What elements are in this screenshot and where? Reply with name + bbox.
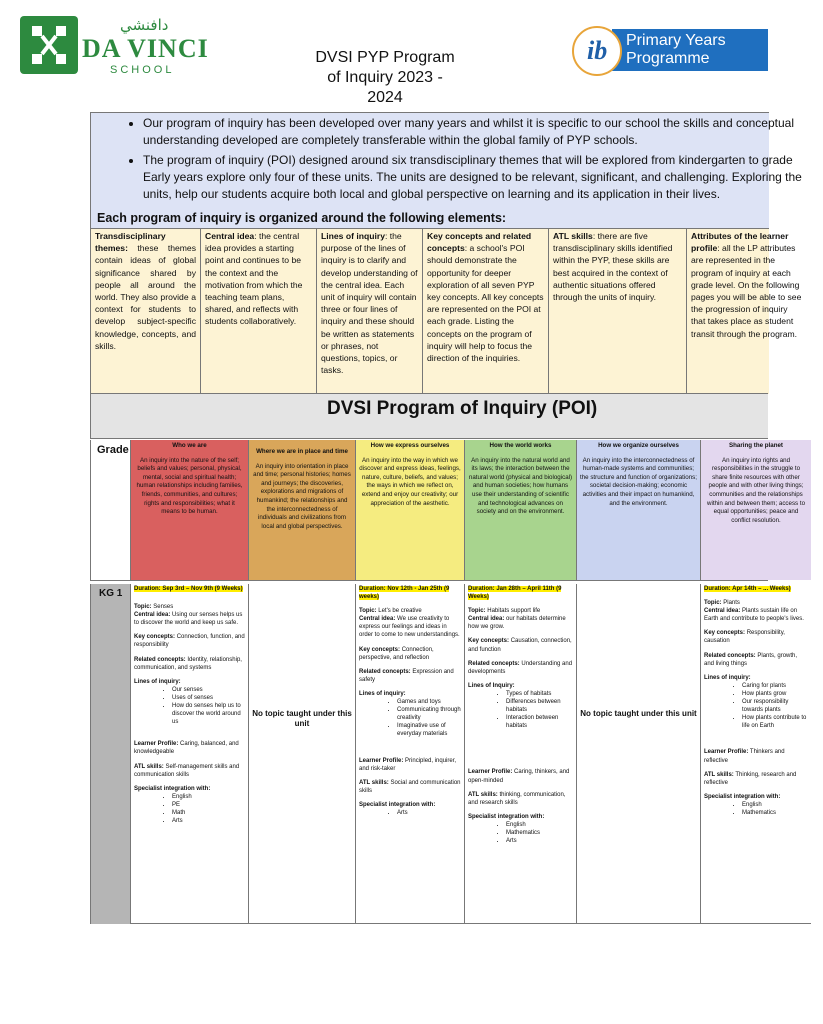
unit-key-concepts: Connection, perspective, and reflection xyxy=(359,646,434,661)
unit-central-idea: We use creativity to express our feelings and ideas in order to come to new understandings. xyxy=(359,616,460,639)
specialist-subject: • PE xyxy=(172,801,245,809)
specialist-subject: • English xyxy=(506,821,573,829)
element-atl-skills xyxy=(549,229,687,394)
specialist-subject: • Arts xyxy=(172,817,245,825)
specialist-subject: • Mathematics xyxy=(506,829,573,837)
theme-how-we-express xyxy=(356,440,465,580)
unit-learner-profile: Principled, inquirer, and risk-taker xyxy=(359,757,457,772)
grade-kg1-label: KG 1 xyxy=(99,588,123,599)
unit-learner-profile: Thinkers and reflective xyxy=(704,749,785,764)
specialist-subject: • English xyxy=(742,801,808,809)
unit-atl-skills: Thinking, research and reflective xyxy=(704,771,797,786)
theme-name: Where we are in place and time xyxy=(256,448,348,455)
theme-description: An inquiry into the way in which we discover and express ideas, feelings, nature, culture, beliefs, and values; the ways in which we reflect on, extend and enjoy our creativity; our appreciation of the aesthetic. xyxy=(359,456,461,507)
unit-topic: Habitats support life xyxy=(487,608,541,615)
line-of-inquiry: • Uses of senses xyxy=(172,694,245,702)
unit-specialist-list xyxy=(359,809,461,817)
unit-topic: Plants xyxy=(723,600,740,607)
unit-lines-of-inquiry xyxy=(134,686,245,726)
unit-specialist-list xyxy=(468,821,573,845)
unit-related-concepts: Understanding and developments xyxy=(468,660,573,675)
unit-lines-of-inquiry xyxy=(468,690,573,730)
element-text: : the purpose of the lines of inquiry is to clarify and develop understanding of the central idea. Each unit of inquiry will contain three or four lines of inquiry and these should be written as statements or phrases, not questions, topics, or tasks. xyxy=(321,231,418,376)
unit-related-concepts: Expression and safety xyxy=(359,668,454,683)
element-label: Central idea xyxy=(205,231,255,241)
line-of-inquiry: • Caring for plants xyxy=(742,682,808,690)
line-of-inquiry: • Communicating through creativity xyxy=(397,706,461,722)
theme-name: Sharing the planet xyxy=(729,442,783,449)
theme-name: How we express ourselves xyxy=(370,442,450,449)
ib-line-1: Primary Years xyxy=(626,32,726,49)
line-of-inquiry: • Our senses xyxy=(172,686,245,694)
line-of-inquiry: • Differences between habitats xyxy=(506,698,573,714)
theme-name: How we organize ourselves xyxy=(598,442,679,449)
element-key-concepts xyxy=(423,229,549,394)
element-text: these themes contain ideas of global significance shared by people all around the world. They also provide a context for students to develop subject-specific knowledge, concepts, and skills. xyxy=(95,243,196,351)
theme-description: An inquiry into orientation in place and time; personal histories; homes and journeys; the discoveries, explorations and migrations of humankind; the relationships and the interconnectedness of individuals and civilizations from local and global perspectives. xyxy=(253,462,351,530)
specialist-subject: • Arts xyxy=(506,837,573,845)
element-transdisciplinary-themes xyxy=(91,229,201,394)
unit-topic: Senses xyxy=(153,604,174,611)
theme-name: How the world works xyxy=(489,442,552,449)
title-line-1: DVSI PYP Program xyxy=(315,49,455,66)
unit-atl-skills: Social and communication skills xyxy=(359,779,461,794)
unit-lines-of-inquiry xyxy=(704,682,808,731)
logo-school-sub: SCHOOL xyxy=(110,64,175,76)
line-of-inquiry: • Types of habitats xyxy=(506,690,573,698)
logo-arabic-text: دافنشي xyxy=(120,16,169,34)
unit-related-concepts: Plants, growth, and living things xyxy=(704,652,798,667)
element-text: : the central idea provides a starting point and continues to be the context and the motivation from which the teaching team plans, shared, and reflects with students collaboratively. xyxy=(205,231,303,327)
ib-mark-text: ib xyxy=(587,36,608,65)
da-vinci-school-logo xyxy=(20,14,209,84)
element-central-idea xyxy=(201,229,317,394)
ib-band xyxy=(612,29,768,71)
element-label: Attributes of the learner profile xyxy=(691,231,789,254)
element-lines-of-inquiry xyxy=(317,229,423,394)
title-line-2: of Inquiry 2023 - xyxy=(327,69,443,86)
unit-learner-profile: Caring, balanced, and knowledgeable xyxy=(134,741,239,756)
theme-how-we-organize xyxy=(577,440,701,580)
elements-table xyxy=(90,228,802,394)
element-text: : all the LP attributes are represented in the program of inquiry at each grade level. On the following pages you will be able to see the progression of inquiry that takes place as student transit through the program. xyxy=(691,243,802,339)
line-of-inquiry: • How plants grow xyxy=(742,690,808,698)
intro-bullets xyxy=(91,115,823,206)
unit-related-concepts: Identity, relationship, communication, and systems xyxy=(134,656,242,671)
logo-school-name: DA VINCI xyxy=(82,34,209,63)
grade-cell-kg1 xyxy=(90,584,131,924)
unit-central-idea: our habitats determine how we grow. xyxy=(468,616,566,631)
line-of-inquiry: • Our responsibility towards plants xyxy=(742,698,808,714)
grade-header-cell xyxy=(90,440,131,580)
unit-topic: Let's be creative xyxy=(378,608,422,615)
kg1-unit-how-we-express: Duration: Nov 12th - Jan 25th (9 weeks) Topic: Let's be creative Central idea: We use creativity to express our feelings and ideas in order to come to new understandings. Key concepts: Connection, perspective, and reflection Related concepts: Expression and safety Lines of inquiry: • Games and toys • Communicating through creativity • Imaginative use of everyday materials Learner Profile: Principled, inquirer, and risk-taker ATL skills: Social and communication skills Specialist integration with: • Arts xyxy=(356,584,465,924)
kg1-unit-how-we-organize-empty xyxy=(577,584,701,924)
unit-key-concepts: Responsibility, causation xyxy=(704,630,785,645)
element-text: : there are five transdisciplinary skills identified within the PYP, these skills are best acquired in the context of authentic situations offered through the units of inquiry. xyxy=(553,231,673,303)
line-of-inquiry: • How do senses help us to discover the world around us xyxy=(172,702,245,726)
ib-pyp-logo xyxy=(572,26,768,78)
poi-title-band xyxy=(90,393,768,439)
theme-where-we-are xyxy=(249,440,356,580)
theme-sharing-the-planet xyxy=(701,440,811,580)
elements-heading: Each program of inquiry is organized around the following elements: xyxy=(97,211,507,225)
theme-who-we-are xyxy=(131,440,249,580)
unit-duration: Duration: Apr 14th – ... Weeks) xyxy=(704,586,791,592)
no-topic-text: No topic taught under this unit xyxy=(252,709,352,728)
ib-line-2: Programme xyxy=(626,50,710,67)
kg1-unit-who-we-are: Duration: Sep 3rd – Nov 9th (9 Weeks) Topic: Senses Central idea: Using our senses helps us to discover the world and keep us safe. Key concepts: Connection, function, and responsibility Related concepts: Identity, relationship, communication, and systems Lines of inquiry: • Our senses • Uses of senses • How do senses help us to discover the world around us Learner Profile: Caring, balanced, and knowledgeable ATL skills: Self-management skills and communication skills Specialist integration with: • English • PE • Math • Arts xyxy=(131,584,249,924)
specialist-subject: • English xyxy=(172,793,245,801)
unit-learner-profile: Caring, thinkers, and open-minded xyxy=(468,769,570,784)
unit-duration: Duration: Sep 3rd – Nov 9th (9 Weeks) xyxy=(134,586,243,592)
element-label: Key concepts and related concepts xyxy=(427,231,532,254)
unit-lines-of-inquiry xyxy=(359,698,461,738)
theme-description: An inquiry into rights and responsibilities in the struggle to share finite resources with other people and with other living things; communities and the relationships within and between them; access to equal opportunities; peace and conflict resolution. xyxy=(706,456,806,524)
line-of-inquiry: • Games and toys xyxy=(397,698,461,706)
unit-central-idea: Plants sustain life on Earth and contribute to people's lives. xyxy=(704,608,804,623)
intro-bullet-1: • Our program of inquiry has been developed over many years and whilst it is specific to our school the skills and conceptual understanding developed are completely transferable within the global family of PYP schools. xyxy=(143,115,823,149)
unit-specialist-list xyxy=(134,793,245,825)
unit-duration: Duration: Jan 28th – April 11th (9 Weeks) xyxy=(468,586,562,601)
element-label: Transdisciplinary themes: xyxy=(95,231,166,254)
element-label: ATL skills xyxy=(553,231,593,241)
unit-atl-skills: Self-management skills and communication skills xyxy=(134,763,240,778)
intro-section xyxy=(90,112,802,229)
kg1-unit-where-we-are-empty xyxy=(249,584,356,924)
specialist-subject: • Math xyxy=(172,809,245,817)
line-of-inquiry: • How plants contribute to life on Earth xyxy=(742,714,808,730)
kg1-unit-how-the-world-works: Duration: Jan 28th – April 11th (9 Weeks) Topic: Habitats support life Central idea: our habitats determine how we grow. Key concepts: Causation, connection, and function Related concepts: Understanding and developments Lines of Inquiry: • Types of habitats • Differences between habitats • Interaction between habitats Learner Profile: Caring, thinkers, and open-minded ATL skills: thinking, communication, and research skills Specialist integration with: • English • Mathematics • Arts xyxy=(465,584,577,924)
kg1-unit-sharing-the-planet: Duration: Apr 14th – ... Weeks) Topic: Plants Central idea: Plants sustain life on Earth and contribute to people's lives. Key concepts: Responsibility, causation Related concepts: Plants, growth, and living things Lines of inquiry: • Caring for plants • How plants grow • Our responsibility towards plants • How plants contribute to life on Earth Learner Profile: Thinkers and reflective ATL skills: Thinking, research and reflective Specialist integration with: • English • Mathematics xyxy=(701,584,811,924)
unit-atl-skills: thinking, communication, and research skills xyxy=(468,791,566,806)
poi-title: DVSI Program of Inquiry (POI) xyxy=(327,398,598,419)
unit-key-concepts: Causation, connection, and function xyxy=(468,638,572,653)
unit-key-concepts: Connection, function, and responsibility xyxy=(134,634,245,649)
theme-description: An inquiry into the nature of the self; beliefs and values; personal, physical, mental, social and spiritual health; human relationships including families, friends, communities, and cultures; rights and responsibilities; what it means to be human. xyxy=(136,456,243,516)
intro-bullet-2: • The program of inquiry (POI) designed around six transdisciplinary themes that will be explored from kindergarten to grade Early years explore only four of these units. The units are designed to be relevant, significant, and challenging. Exploring the units, help our students acquire both local and global perspective on learning and its application in their lives. xyxy=(143,152,823,203)
element-text: : a school's POI should demonstrate the opportunity for deeper exploration of all seven PYP key concepts. All key concepts are represented on the POI at each grade. Listing the concepts on the program of inquiry will help to focus the direction of the inquiries. xyxy=(427,243,544,364)
title-line-3: 2024 xyxy=(367,89,403,106)
da-vinci-emblem-icon xyxy=(20,16,78,74)
theme-how-the-world-works xyxy=(465,440,577,580)
line-of-inquiry: • Imaginative use of everyday materials xyxy=(397,722,461,738)
theme-name: Who we are xyxy=(172,442,207,449)
unit-duration: Duration: Nov 12th - Jan 25th (9 weeks) xyxy=(359,586,450,601)
theme-description: An inquiry into the interconnectedness of human-made systems and communities; the structure and function of organizations; societal decision-making; economic activities and their impact on humankind, and the environment. xyxy=(580,456,697,507)
element-learner-profile xyxy=(687,229,807,394)
page-header xyxy=(0,0,768,112)
specialist-subject: • Arts xyxy=(397,809,461,817)
element-label: Lines of inquiry xyxy=(321,231,385,241)
unit-central-idea: Using our senses helps us to discover the world and keep us safe. xyxy=(134,612,243,627)
ib-mark-icon xyxy=(572,26,622,76)
theme-description: An inquiry into the natural world and its laws; the interaction between the natural world (physical and biological) and human societies; how humans use their understanding of scientific and technological advances on society and on the environment. xyxy=(468,456,573,516)
page-title xyxy=(280,48,490,108)
unit-specialist-list xyxy=(704,801,808,817)
grade-label: Grade xyxy=(97,444,129,456)
no-topic-text: No topic taught under this unit xyxy=(580,709,697,718)
line-of-inquiry: • Interaction between habitats xyxy=(506,714,573,730)
specialist-subject: • Mathematics xyxy=(742,809,808,817)
